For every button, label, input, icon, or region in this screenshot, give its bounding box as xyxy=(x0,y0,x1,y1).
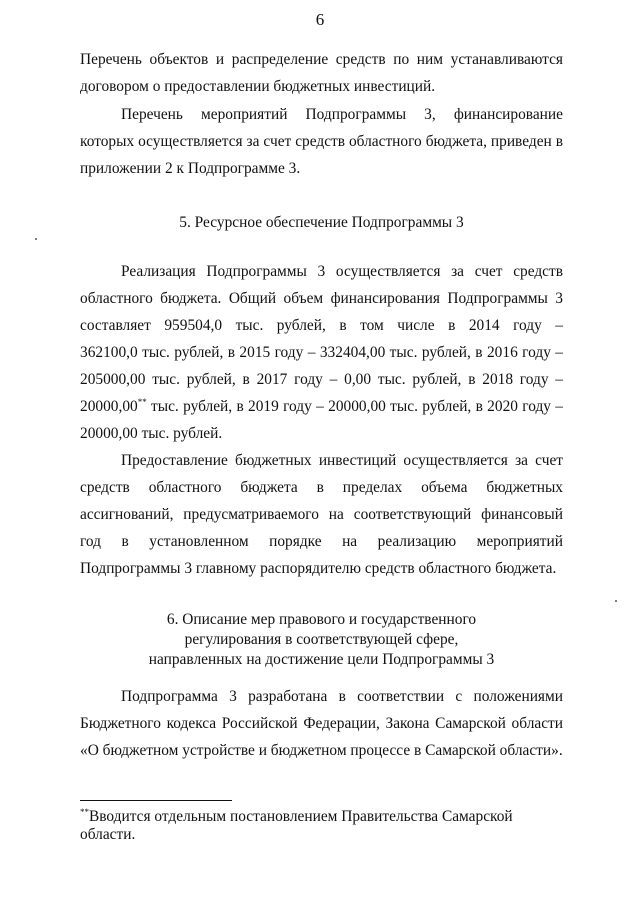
footnote-separator xyxy=(80,800,232,801)
section-heading-6 xyxy=(80,610,563,670)
paragraph-budget-investments xyxy=(80,447,563,582)
paragraph-text: Подпрограмма 3 разработана в соответствии с положениями Бюджетного кодекса Российской Федерации, Закона Самарской области «О бюджетном устройстве и бюджетном процессе в Самарской области». xyxy=(80,688,563,759)
paragraph-line: 362100,0 тыс. рублей, в 2015 году – 332404,00 тыс. рублей, в 2016 году – xyxy=(80,344,563,361)
paragraph-measures-list xyxy=(80,101,563,182)
footnote-mark: ** xyxy=(80,806,89,817)
paragraph-line: Реализация Подпрограммы 3 осуществляется за счет средств xyxy=(121,263,563,280)
scan-speck xyxy=(35,238,37,240)
page-number: 6 xyxy=(315,10,325,29)
section-heading-5: 5. Ресурсное обеспечение Подпрограммы 3 xyxy=(179,214,464,231)
heading-line: регулирования в соответствующей сфере, xyxy=(184,631,459,648)
footnote xyxy=(80,808,563,844)
paragraph-objects-list xyxy=(80,46,563,100)
heading-line: 6. Описание мер правового и государственного xyxy=(166,611,477,628)
paragraph-legal-basis xyxy=(80,683,563,764)
footnote-text: Вводится отдельным постановлением Правительства Самарской области. xyxy=(80,808,513,843)
paragraph-text: Перечень мероприятий Подпрограммы 3, финансирование которых осуществляется за счет средств областного бюджета, приведен в приложении 2 к Подпрограмме 3. xyxy=(80,106,563,177)
paragraph-text: Предоставление бюджетных инвестиций осуществляется за счет средств областного бюджета в пределах объема бюджетных ассигнований, предусматриваемого на соответствующий финансовый год в установленном порядке на реализацию мероприятий Подпрограммы 3 главному распорядителю средств областного бюджета. xyxy=(80,452,563,577)
amount-2018: 20000,00 xyxy=(80,398,138,415)
heading-line: направленных на достижение цели Подпрограммы 3 xyxy=(148,651,495,668)
paragraph-line-rest: тыс. рублей, в 2019 году – 20000,00 тыс. рублей, в 2020 году – xyxy=(146,398,563,415)
paragraph-line: составляет 959504,0 тыс. рублей, в том числе в 2014 году – xyxy=(80,317,563,334)
paragraph-line: областного бюджета. Общий объем финансирования Подпрограммы 3 xyxy=(80,290,563,307)
footnote-reference: ** xyxy=(137,396,147,407)
paragraph-line xyxy=(80,393,563,420)
scan-speck xyxy=(615,600,617,602)
paragraph-text: Перечень объектов и распределение средств по ним устанавливаются договором о предоставлении бюджетных инвестиций. xyxy=(80,51,563,95)
paragraph-line: 205000,00 тыс. рублей, в 2017 году – 0,00 тыс. рублей, в 2018 году – xyxy=(80,371,563,388)
paragraph-line: 20000,00 тыс. рублей. xyxy=(80,425,223,442)
paragraph-financing xyxy=(80,258,563,447)
